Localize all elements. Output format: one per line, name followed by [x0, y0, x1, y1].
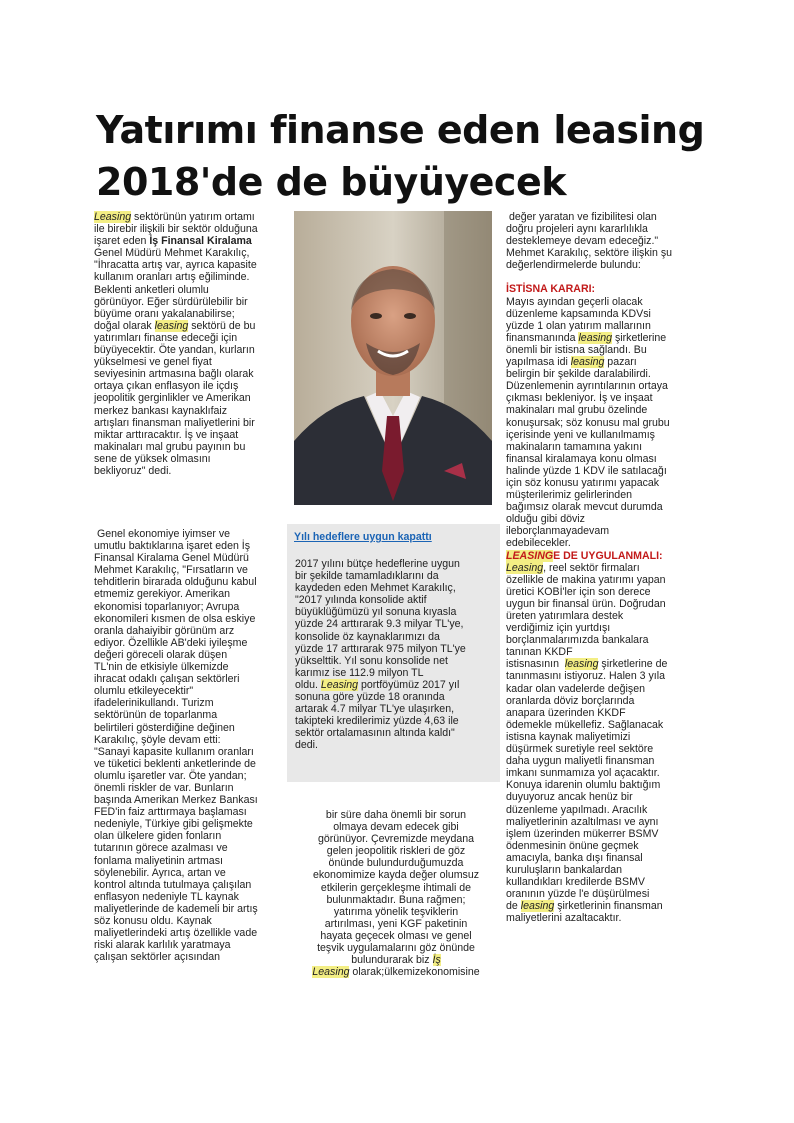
column-left-lower [94, 528, 286, 963]
heading-leasing: LEASINGE DE UYGULANMALI: [506, 549, 663, 562]
highlight-leasing: Leasing [320, 678, 359, 691]
portrait-illustration [294, 211, 492, 505]
box-text [295, 558, 497, 752]
box-paragraph: 2017 yılını bütçe hedeflerine uygun bir şekilde tamamladıklarını da kaydeden eden Mehmet Karakılıç, "2017 yılında konsolide aktif büyüklüğümüzü yıl sonuna kıyasla yüzde 24 arttırarak 9.3 milyar TL'ye, konsolide öz kaynaklarımızı da yüzde 17 arttırarak 975 milyon TL'ye yükselttik. Yıl sonu konsolide net karımız ise 112.9 milyon TL oldu. Leasing portföyümüz 2017 yıl sonuna göre yüzde 18 oranında artarak 4.7 milyar TL'ye ulaşırken, takipteki kredilerimiz yüzde 4,63 ile sektör ortalamasının altında kaldı" dedi. [295, 558, 466, 752]
highlight-leasing: Leasing [94, 211, 132, 223]
col3-paragraph-3: Leasing, reel sektör firmaları özellikle de makina yatırımı yapan üretici KOBİ'ler için son derece uygun bir finansal ürün. Doğrudan üreten yatırımlara destek verdiğimiz için yurtdışı borçlanmalarımızda bankalara tanınan KKDF istisnasının leasing şirketlerine de tanınmasını istiyoruz. Halen 3 yıla kadar olan vadelerde değişen oranlarda döviz borçlarında anapara üzerinden KKDF ödemekle mükellefiz. Sağlanacak istisna kaynak maliyetimizi düşürmek suretiyle reel sektöre daha uygun maliyetli finansman imkanı sunmamıza yol açacaktır. Konuya idarenin olumlu baktığım duyuyoruz ancak henüz bir düzenleme yapılmadı. Aracılık maliyetlerinin azaltılması ve aynı işlem üzerinden mükerrer BSMV ödenmesinin önüne geçmek amacıyla, banka dışı finansal kuruluşların bankalardan kullandıkları kredilerde BSMV oranının yüzde l'e düşürülmesi de leasing şirketlerinin finansman maliyetlerini azaltacaktır. [506, 561, 668, 925]
highlight-leasing: leasing [578, 331, 613, 344]
col1-paragraph-2: Genel ekonomiye iyimser ve umutlu baktıklarına işaret eden İş Finansal Kiralama Genel Müdürü Mehmet Karakılıç, "Fırsatların ve tehditlerin birarada olduğunu kabul etmemiz gerekiyor. Amerikan ekonomisi toparlanıyor; Avrupa ekonomileri kısmen de olsa eskiye oranla dahaiyibir görünüm arz ediyor. Özellikle AB'deki iyileşme değeri göreceli olarak düşen TL'nin de etkisiyle ülkemizde ihracat odaklı çalışan sektörleri olumlu etkileyecektir" ifadelerinikullandı. Turizm sektörünün de toparlanma belirtileri gösterdiğine değinen Karakılıç, şöyle devam etti: "Sanayi kapasite kullanım oranları ve tüketici beklenti anketlerinde de olumlu işaretler var. Öte yandan; önemli riskler de var. Bunların başında Amerikan Merkez Bankası FED'in faiz arttırmaya başlaması nedeniyle, Türkiye gibi gelişmekte olan ülkelere giden fonların tutarının görece azalması ve fonlama maliyetinin artması söylenebilir. Ayrıca, artan ve kontrol altında tutulmaya çalışılan enflasyon nedeniyle TL kaynak maliyetlerinde de kademeli bir artış söz konusu oldu. Kaynak maliyetlerindeki artış özellikle vade riski alarak karlılık yaratmaya çalışan sektörler açısından [94, 528, 258, 964]
article-title [96, 104, 736, 208]
column-middle-lower [292, 809, 500, 978]
col3-paragraph-1: değer yaratan ve fizibilitesi olan doğru projeleri aynı kararlılıkla desteklemeye devam edeceğiz." Mehmet Karakılıç, sektöre ilişkin şu değerlendirmelerde bulundu: [506, 211, 673, 272]
section-subheading: Yılı hedeflere uygun kapattı [294, 531, 432, 543]
col2-bottom-paragraph: bir süre daha önemli bir sorun olmaya devam edecek gibi görünüyor. Çevremizde meydana gelen jeopolitik riskleri de göz önünde bulundurduğumuzda ekonomimize kayda değer olumsuz etkilerin gerçekleşme ihtimali de bulunmaktadır. Buna rağmen; yatırıma yönelik teşviklerin artırılması, yeni KGF paketinin hayata geçecek olması ve genel teşvik uygulamalarını göz önünde bulundurarak biz İş Leasing olarak;ülkemizekonomisine [312, 809, 480, 979]
highlight-leasing: Leasing [312, 966, 350, 979]
column-right [506, 211, 702, 924]
col3-paragraph-2: Mayıs ayından geçerli olacak düzenleme kapsamında KDVsi yüzde 1 olan yatırım mallarının finansmanında leasing şirketlerine önemli bir istisna sağlandı. Bu yapılmasa idi leasing pazarı belirgin bir şekilde daralabilirdi. Düzenlemenin ayrıntılarının ortaya çıkması bekleniyor. İş ve inşaat makinaları mal grubu özelinde konuşursak; söz konusu mal grubu içerisinde yeni ve kullanılmamış makinaların tamamına yakını finansal kiralamaya konu olması halinde yüzde 1 KDV ile satılacağı için söz konusu yatırımı yapacak müşterilerimiz gelirlerinden bağımsız olarak mevcut durumda olduğu gibi döviz ileborçlanmayadevam edebilecekler. [506, 295, 670, 550]
highlight-leasing: Leasing [506, 561, 544, 574]
col1-paragraph-1: Leasing sektörünün yatırım ortamı ile birebir ilişkili bir sektör olduğuna işaret eden İş Finansal Kiralama Genel Müdürü Mehmet Karakılıç, "İhracatta artış var, ayrıca kapasite kullanım oranları artış eğiliminde. Beklenti anketleri olumlu görünüyor. Eğer sürdürülebilir bir büyüme oranı yakalanabilirse; doğal olarak leasing sektörü de bu yatırımları finanse edeceği için büyüyecektir. Öte yandan, kurların yükselmesi ve genel fiyat seviyesinin artmasına bağlı olarak ortaya çıkan enflasyon ile içdış jeopolitik gerginlikler ve Amerikan merkez bankası kaynaklıfaiz artışları finansman maliyetlerini bir miktar arttıracaktır. İş ve inşaat makinaları mal grubu payının bu sene de yüksek olmasını bekliyoruz" dedi. [94, 211, 258, 477]
heading-istisna: İSTİSNA KARARI: [506, 283, 596, 296]
highlight-is: İş [432, 954, 441, 967]
highlight-leasing: leasing [570, 356, 605, 369]
highlight-leasing: leasing [520, 900, 555, 913]
column-left [94, 211, 286, 477]
title-line-1: Yatırımı finanse eden leasing [96, 108, 705, 152]
highlight-leasing: leasing [154, 319, 189, 332]
highlight-leasing: leasing [564, 658, 599, 671]
portrait-photo [294, 211, 492, 505]
title-line-2: 2018'de de büyüyecek [96, 160, 566, 204]
company-name: İş Finansal Kiralama [149, 235, 252, 248]
